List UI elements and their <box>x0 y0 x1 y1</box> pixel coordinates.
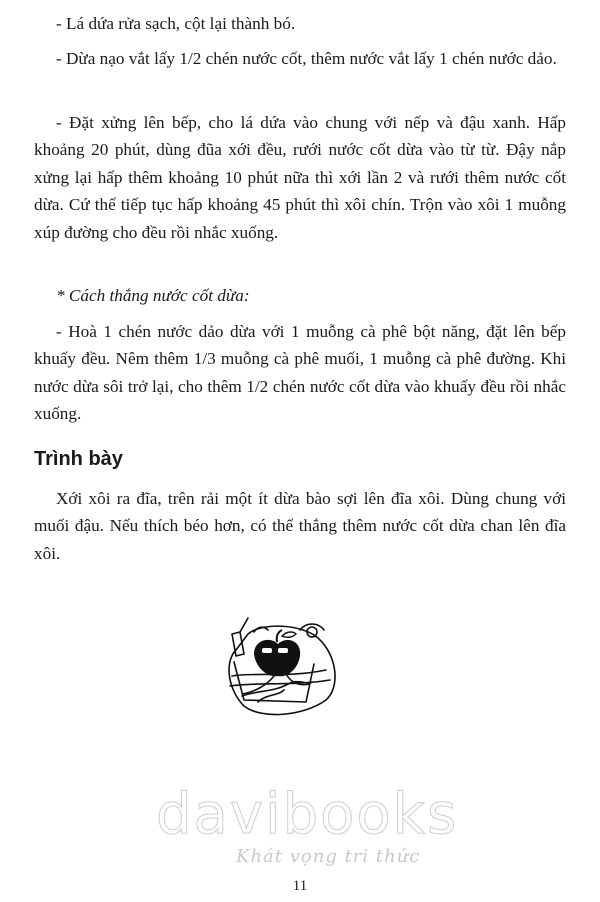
watermark-tagline: Khát vọng tri thức <box>236 846 421 867</box>
section-paragraph-serving: Xới xôi ra đĩa, trên rải một ít dừa bào sợi lên đĩa xôi. Dùng chung với muối đậu. Nếu thích béo hơn, có thể thắng thêm nước cốt dừa chan lên đĩa xôi. <box>34 489 566 563</box>
step-paragraph-steaming: - Đặt xửng lên bếp, cho lá dứa vào chung với nếp và đậu xanh. Hấp khoảng 20 phút, dùng đũa xới đều, rưới nước cốt dừa vào từ từ. Đậy nắp xửng lại hấp thêm khoảng 10 phút nữa thì xới lần 2 và rưới thêm nước cốt dừa. Cứ thế tiếp tục hấp khoảng 45 phút thì xôi chín. Trộn vào xôi 1 muỗng xúp đường cho đều rồi nhắc xuống. <box>34 113 566 242</box>
page-number: 11 <box>292 878 308 894</box>
subheading-coconut-sauce: * Cách thắng nước cốt dừa: <box>56 286 250 305</box>
step-paragraph-coconut-milk: - Dừa nạo vắt lấy 1/2 chén nước cốt, thêm nước vắt lấy 1 chén nước dảo. <box>56 49 557 68</box>
step-paragraph-sauce: - Hoà 1 chén nước dảo dừa với 1 muỗng cà phê bột năng, đặt lên bếp khuấy đều. Nêm thêm 1/3 muỗng cà phê muối, 1 muỗng cà phê đường. Khi nước dừa sôi trở lại, cho thêm 1/2 chén nước cốt dừa vào khuấy đều rồi nhắc xuống. <box>34 322 566 424</box>
watermark-brand: davibooks <box>156 782 459 847</box>
apple-sunbathing-illustration <box>214 612 342 720</box>
section-heading: Trình bày <box>34 448 123 470</box>
step-paragraph-leaves: - Lá dứa rửa sạch, cột lại thành bó. <box>56 14 296 33</box>
